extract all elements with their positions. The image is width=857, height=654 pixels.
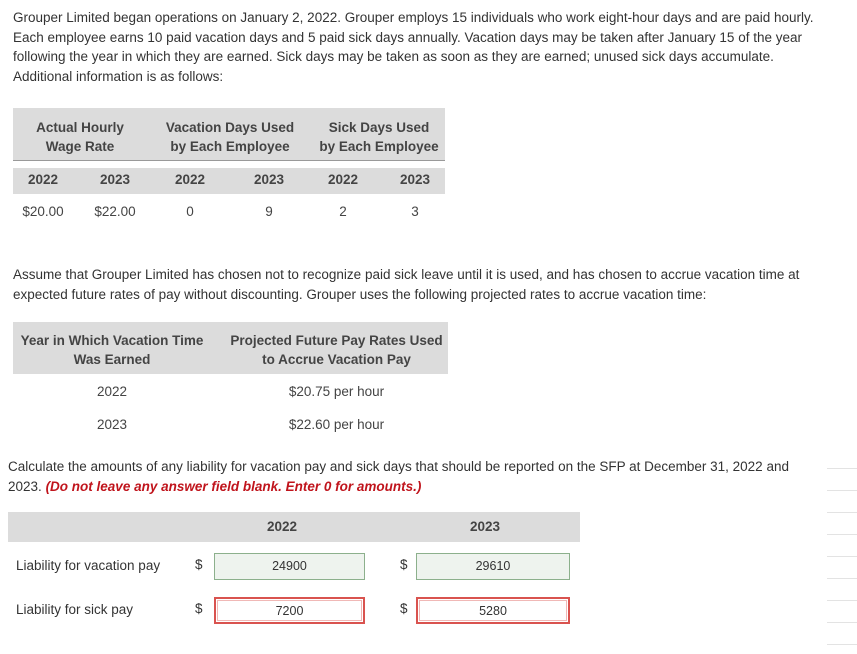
sick-2023-input[interactable]: 5280 xyxy=(416,597,570,624)
table1-group-header-vacation xyxy=(157,118,303,156)
table1-cell: 2 xyxy=(339,204,347,219)
currency-symbol: $ xyxy=(195,601,203,616)
table1-cell: 0 xyxy=(186,204,194,219)
question-year: 2023. xyxy=(8,478,42,494)
year-header: 2022 xyxy=(27,172,59,187)
question-line: Calculate the amounts of any liability for vacation pay and sick days that should be reported on the SFP at December 31, 2022 and xyxy=(8,459,789,474)
currency-symbol: $ xyxy=(400,601,408,616)
answer-col-2022: 2022 xyxy=(266,519,298,534)
intro-line: Each employee earns 10 paid vacation days and 5 paid sick days annually. Vacation days may be taken after January 15 of the year xyxy=(13,29,802,45)
edge-mark xyxy=(827,512,857,513)
answer-col-2023: 2023 xyxy=(469,519,501,534)
header-line: Projected Future Pay Rates Used xyxy=(230,333,443,348)
intro-line: Additional information is as follows: xyxy=(13,68,224,84)
table2-header-rate xyxy=(225,331,448,369)
header-line: to Accrue Vacation Pay xyxy=(262,352,411,367)
table1-divider xyxy=(13,160,445,161)
edge-mark xyxy=(827,578,857,579)
table2-header-year xyxy=(13,331,211,369)
vacation-2022-input[interactable]: 24900 xyxy=(214,553,365,580)
row-label-vacation: Liability for vacation pay xyxy=(16,558,161,573)
currency-symbol: $ xyxy=(195,557,203,572)
edge-mark xyxy=(827,534,857,535)
intro-line: following the year in which they are earned. Sick days may be taken as soon as they are earned; unused sick days accumulate. xyxy=(13,49,774,64)
header-line: Was Earned xyxy=(73,352,151,367)
table2-year-cell: 2023 xyxy=(96,417,128,432)
vacation-2023-input[interactable]: 29610 xyxy=(416,553,570,580)
table1-year-band xyxy=(13,168,445,194)
table1-group-header-wage xyxy=(13,118,147,156)
header-line: Sick Days Used xyxy=(328,120,430,135)
header-line: Vacation Days Used xyxy=(165,120,295,135)
header-line: by Each Employee xyxy=(319,139,439,154)
edge-mark xyxy=(827,490,857,491)
edge-mark xyxy=(827,600,857,601)
header-line: Year in Which Vacation Time xyxy=(20,333,204,348)
edge-mark xyxy=(827,622,857,623)
row-label-sick: Liability for sick pay xyxy=(16,602,134,617)
year-header: 2022 xyxy=(174,172,206,187)
header-line: Wage Rate xyxy=(45,139,115,154)
question-warning: (Do not leave any answer field blank. Enter 0 for amounts.) xyxy=(45,478,422,494)
table2-year-cell: 2022 xyxy=(96,384,128,399)
table2-rate-cell: $20.75 per hour xyxy=(288,384,385,399)
intro-line: Grouper Limited began operations on January 2, 2022. Grouper employs 15 individuals who work eight-hour days and are paid hourly. xyxy=(13,10,814,25)
edge-mark xyxy=(827,468,857,469)
year-header: 2023 xyxy=(99,172,131,187)
table1-cell: 9 xyxy=(265,204,273,219)
year-header: 2023 xyxy=(253,172,285,187)
question-text xyxy=(8,457,789,496)
edge-mark xyxy=(827,644,857,645)
assumption-paragraph xyxy=(13,265,799,304)
year-header: 2023 xyxy=(399,172,431,187)
header-line: by Each Employee xyxy=(170,139,290,154)
table2-rate-cell: $22.60 per hour xyxy=(288,417,385,432)
edge-mark xyxy=(827,556,857,557)
header-line: Actual Hourly xyxy=(36,120,124,135)
question-line-2 xyxy=(8,477,789,497)
sick-2022-input[interactable]: 7200 xyxy=(214,597,365,624)
currency-symbol: $ xyxy=(400,557,408,572)
intro-paragraph xyxy=(13,8,813,86)
table1-cell: $20.00 xyxy=(22,204,64,219)
table1-cell: $22.00 xyxy=(94,204,136,219)
assumption-line: expected future rates of pay without discounting. Grouper uses the following projected rates to accrue vacation time: xyxy=(13,286,707,302)
year-header: 2022 xyxy=(327,172,359,187)
assumption-line: Assume that Grouper Limited has chosen not to recognize paid sick leave until it is used, and has chosen to accrue vacation time at xyxy=(13,267,800,282)
table1-cell: 3 xyxy=(411,204,419,219)
table1-group-header-sick xyxy=(313,118,445,156)
